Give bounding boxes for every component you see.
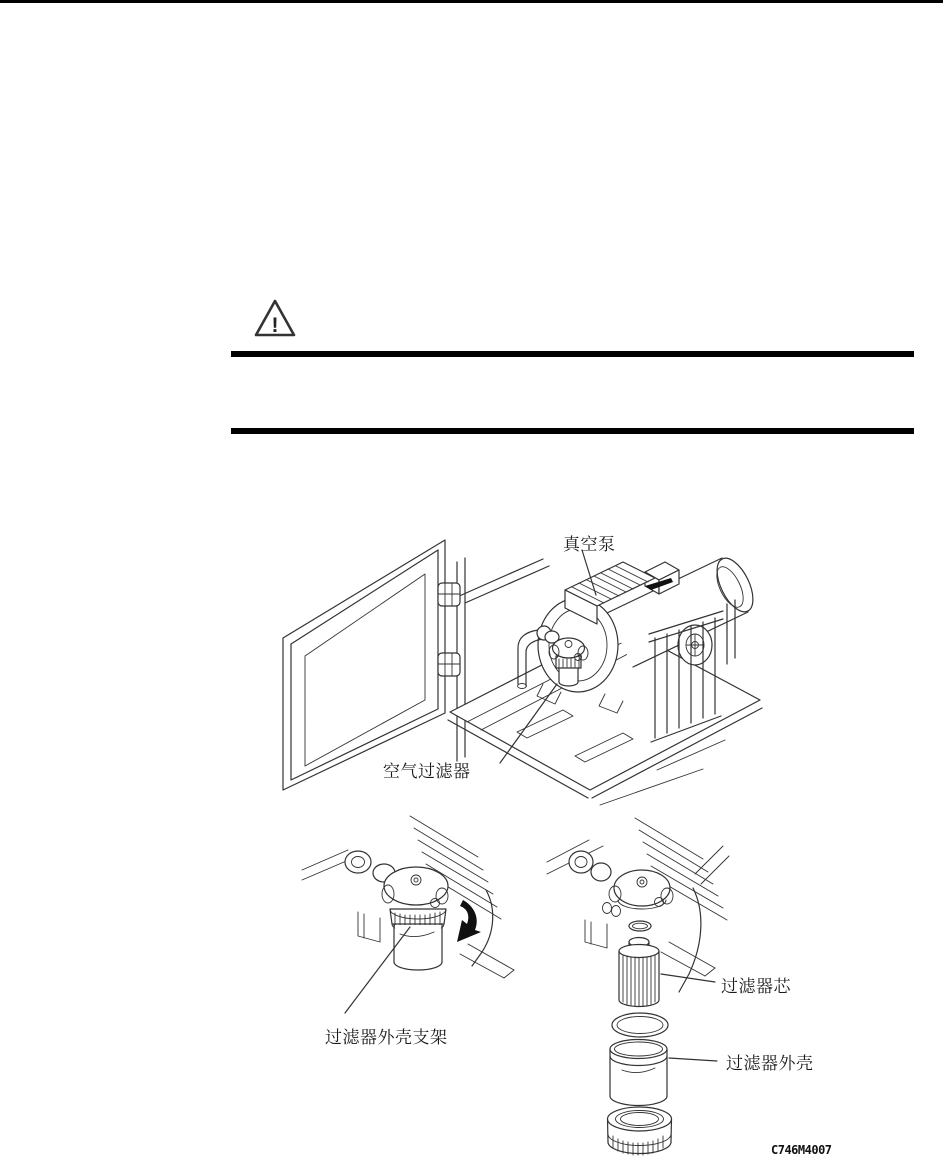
hinge-bottom xyxy=(438,653,460,676)
air-filter-label: 空气过滤器 xyxy=(383,762,471,781)
page-top-edge-bar xyxy=(0,0,943,3)
bracket-leader-line xyxy=(345,927,410,1013)
filter-housing-bracket-label: 过滤器外壳支架 xyxy=(325,1028,448,1047)
cabinet-door xyxy=(283,540,445,790)
detail-filter-removal xyxy=(300,812,525,1017)
large-o-ring xyxy=(612,1013,668,1037)
filter-housing-label: 过滤器外壳 xyxy=(726,1054,814,1073)
mounting-bracket-right xyxy=(585,920,607,948)
filter-elbow-exploded xyxy=(569,851,611,881)
housing-ring-nut xyxy=(608,1107,672,1155)
vacuum-pump-label: 真空泵 xyxy=(563,535,616,554)
small-o-ring xyxy=(629,921,651,931)
warning-section-rule-top xyxy=(231,351,914,357)
filter-cap-exploded xyxy=(603,870,674,917)
filter-housing-cup-exploded xyxy=(610,1040,667,1106)
warning-exclamation: ! xyxy=(271,314,279,337)
rotation-arrow-icon xyxy=(457,900,481,942)
filter-element-drawing xyxy=(619,938,659,1007)
figure-code: C746M4007 xyxy=(771,1143,832,1157)
warning-section-rule-bottom xyxy=(231,428,914,434)
filter-housing-cup-detail xyxy=(394,924,442,970)
filter-element-label: 过滤器芯 xyxy=(721,977,791,996)
mounting-bracket xyxy=(358,912,380,942)
hinge-top xyxy=(438,583,460,606)
warning-triangle-icon xyxy=(251,297,299,339)
pump-casing-edge-right xyxy=(679,888,701,992)
main-illustration-vacuum-pump-cabinet xyxy=(275,526,765,808)
filter-cap-detail xyxy=(382,867,448,908)
filter-housing-leader-line xyxy=(669,1058,717,1061)
